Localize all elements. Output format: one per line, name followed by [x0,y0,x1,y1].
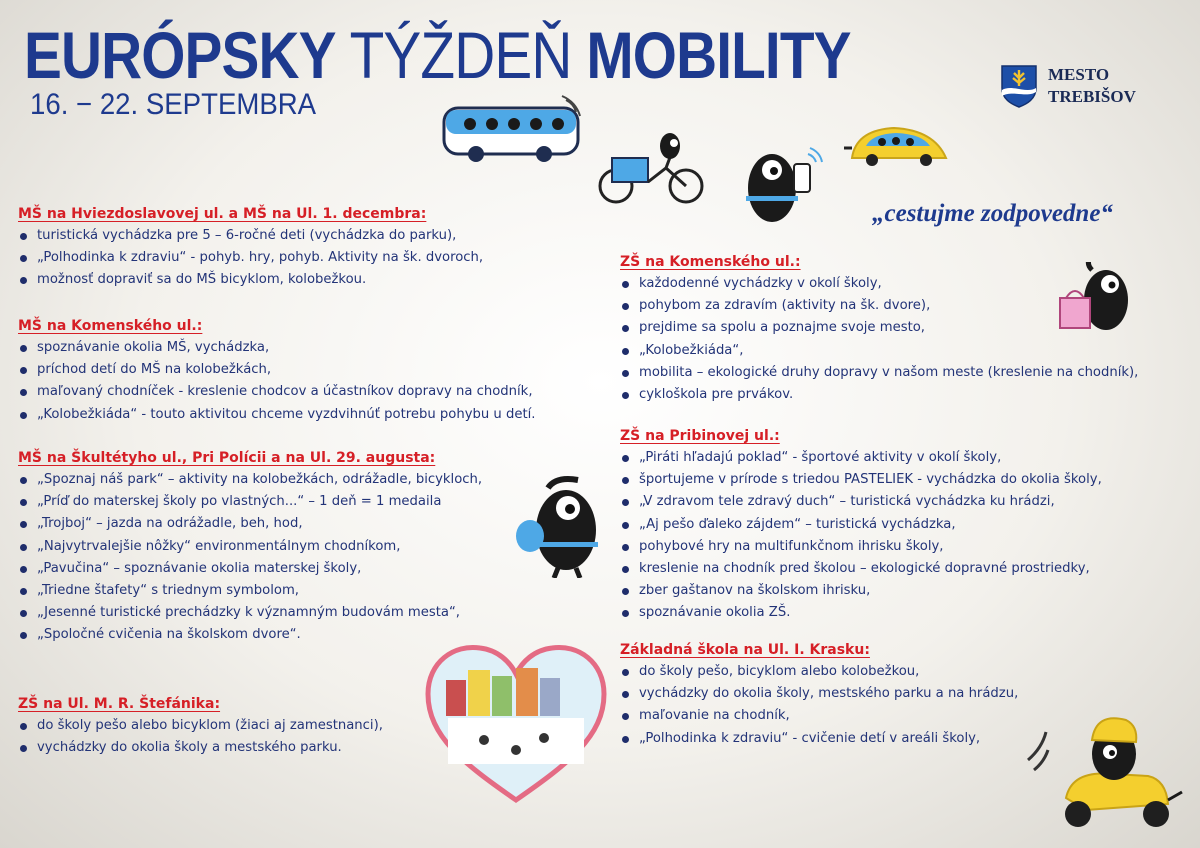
list-item: „Aj pešo ďaleko zájdem“ – turistická vychádzka, [620,514,1102,536]
title-word-europsky: EURÓPSKY [24,18,335,92]
list-item: turistická vychádzka pre 5 – 6-ročné deti (vychádzka do parku), [18,225,483,247]
activity-list [18,337,536,426]
section-zs-krasku [620,642,1018,750]
list-item: „Spoznaj náš park“ – aktivity na kolobežkách, odrážadle, bicykloch, [18,469,482,491]
list-item: kreslenie na chodník pred školou – ekologické dopravné prostriedky, [620,558,1102,580]
cargo-bike-illustration [596,128,706,208]
section-ms-hviezdoslavova [18,206,483,292]
title-word-mobility: MOBILITY [586,18,851,92]
electric-bus-illustration [440,94,590,166]
coat-of-arms-icon [1000,64,1038,108]
list-item: športujeme v prírode s triedou PASTELIEK - vychádzka do okolia školy, [620,469,1102,491]
character-phone-illustration [738,144,824,228]
list-item: „Príď do materskej školy po vlastných...“ – 1 deň = 1 medaila [18,491,482,513]
logo-line-2: TREBIŠOV [1048,87,1136,106]
section-heading: MŠ na Hviezdoslavovej ul. a MŠ na Ul. 1. decembra: [18,206,427,222]
logo-line-1: MESTO [1048,65,1110,84]
list-item: „Piráti hľadajú poklad“ - športové aktivity v okolí školy, [620,447,1102,469]
character-blue-bag-illustration [510,474,606,578]
list-item: mobilita – ekologické druhy dopravy v našom meste (kreslenie na chodník), [620,362,1138,384]
list-item: cykloškola pre prvákov. [620,384,1138,406]
heart-city-illustration [424,640,608,806]
activity-list [620,273,1138,406]
section-zs-stefanika [18,696,383,759]
section-ms-komenskeho [18,318,536,426]
list-item: „V zdravom tele zdravý duch“ – turistická vychádzka ku hrádzi, [620,491,1102,513]
list-item: „Kolobežkiáda“ - touto aktivitou chceme vyzdvihnúť potrebu pohybu u detí. [18,404,536,426]
activity-list [620,447,1102,625]
list-item: „Pavučina“ – spoznávanie okolia materskej školy, [18,558,482,580]
list-item: do školy pešo alebo bicyklom (žiaci aj zamestnanci), [18,715,383,737]
list-item: maľovanie na chodník, [620,705,1018,727]
list-item: spoznávanie okolia MŠ, vychádzka, [18,337,536,359]
list-item: do školy pešo, bicyklom alebo kolobežkou, [620,661,1018,683]
list-item: príchod detí do MŠ na kolobežkách, [18,359,536,381]
list-item: pohybové hry na multifunkčnom ihrisku školy, [620,536,1102,558]
activity-list [18,225,483,292]
list-item: každodenné vychádzky v okolí školy, [620,273,1138,295]
scooter-rider-illustration [1026,710,1188,836]
list-item: „Polhodinka k zdraviu“ - cvičenie detí v areáli školy, [620,728,1018,750]
section-heading: MŠ na Komenského ul.: [18,318,203,334]
list-item: vychádzky do okolia školy, mestského parku a na hrádzu, [620,683,1018,705]
city-logo [1000,64,1136,108]
activity-list [620,661,1018,750]
list-item: „Spoločné cvičenia na školskom dvore“. [18,624,482,646]
list-item: prejdime sa spolu a poznajme svoje mesto, [620,317,1138,339]
activity-list [18,469,482,647]
list-item: „Trojboj“ – jazda na odrážadle, beh, hod, [18,513,482,535]
electric-car-illustration [842,118,954,172]
section-heading: ZŠ na Komenského ul.: [620,254,801,270]
section-zs-pribinova [620,428,1102,625]
title-word-tyzden: TÝŽDEŇ [349,18,572,92]
list-item: maľovaný chodníček - kreslenie chodcov a účastníkov dopravy na chodník, [18,381,536,403]
list-item: „Kolobežkiáda“, [620,340,1138,362]
list-item: „Najvytrvalejšie nôžky“ environmentálnym chodníkom, [18,536,482,558]
list-item: zber gaštanov na školskom ihrisku, [620,580,1102,602]
section-zs-komenskeho [620,254,1138,406]
list-item: „Triedne štafety“ s triednym symbolom, [18,580,482,602]
list-item: „Polhodinka k zdraviu“ - pohyb. hry, pohyb. Aktivity na šk. dvoroch, [18,247,483,269]
section-heading: ZŠ na Ul. M. R. Štefánika: [18,696,221,712]
section-heading: Základná škola na Ul. I. Krasku: [620,642,870,658]
list-item: vychádzky do okolia školy a mestského parku. [18,737,383,759]
motto: „cestujme zodpovedne“ [872,200,1113,227]
list-item: „Jesenné turistické prechádzky k významným budovám mesta“, [18,602,482,624]
section-ms-skultetyho [18,450,482,647]
activity-list [18,715,383,759]
list-item: možnosť dopraviť sa do MŠ bicyklom, kolobežkou. [18,269,483,291]
section-heading: MŠ na Škultétyho ul., Pri Polícii a na Ul. 29. augusta: [18,450,436,466]
list-item: spoznávanie okolia ZŠ. [620,602,1102,624]
poster-title [24,20,851,90]
section-heading: ZŠ na Pribinovej ul.: [620,428,780,444]
list-item: pohybom za zdravím (aktivity na šk. dvore), [620,295,1138,317]
event-dates: 16. − 22. SEPTEMBRA [30,88,317,121]
